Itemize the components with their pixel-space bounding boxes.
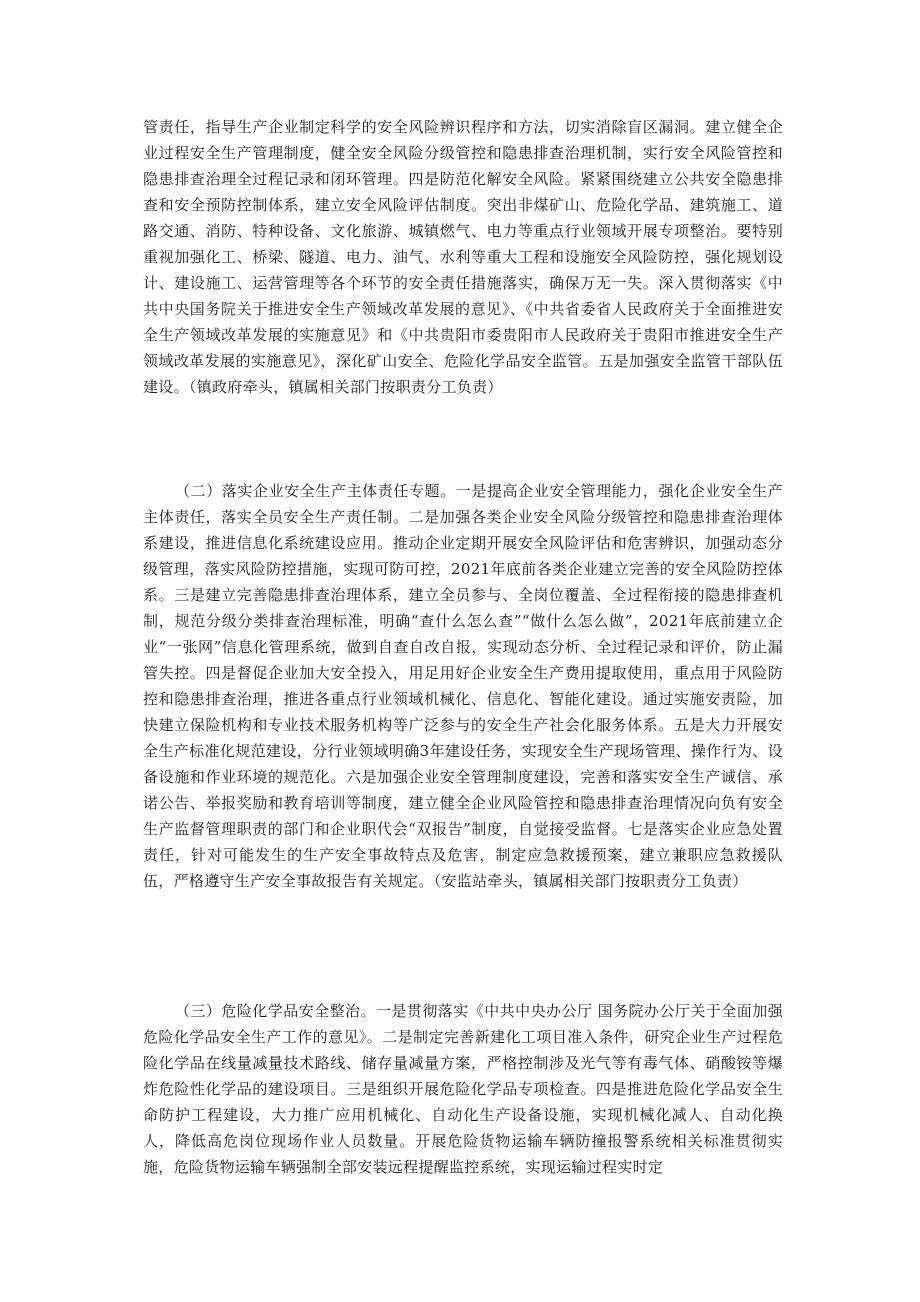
paragraph-continuation: 管责任，指导生产企业制定科学的安全风险辨识程序和方法，切实消除盲区漏洞。建立健全企业过程安全生产管理制度，健全安全风险分级管控和隐患排查治理机制，实行安全风险管控和隐患排查治理全过程记录和闭环管理。四是防范化解安全风险。紧紧围绕建立公共安全隐患排查和安全预防控制体系，建立安全风险评估制度。突出非煤矿山、危险化学品、建筑施工、道路交通、消防、特种设备、文化旅游、城镇燃气、电力等重点行业领域开展专项整治。要特别重视加强化工、桥梁、隧道、电力、油气、水利等重大工程和设施安全风险防控，强化规划设计、建设施工、运营管理等各个环节的安全责任措施落实，确保万无一失。深入贯彻落实《中共中央国务院关于推进安全生产领域改革发展的意见》、《中共省委省人民政府关于全面推进安全生产领域改革发展的实施意见》和《中共贵阳市委贵阳市人民政府关于贵阳市推进安全生产领域改革发展的实施意见》，深化矿山安全、危险化学品安全监管。五是加强安全监管干部队伍建设。（镇政府牵头，镇属相关部门按职责分工负责） [143, 118, 783, 396]
paragraph-section-3: （三）危险化学品安全整治。一是贯彻落实《中共中央办公厅 国务院办公厅关于全面加强危险化学品安全生产工作的意见》。二是制定完善新建化工项目准入条件，研究企业生产过程危险化学品在线量减量技术路线、储存量减量方案，严格控制涉及光气等有毒气体、硝酸铵等爆炸危险性化学品的建设项目。三是组织开展危险化学品专项检查。四是推进危险化学品安全生命防护工程建设，大力推广应用机械化、自动化生产设备设施，实现机械化减人、自动化换人，降低高危岗位现场作业人员数量。开展危险货物运输车辆防撞报警系统相关标准贯彻实施，危险货物运输车辆强制全部安装远程提醒监控系统，实现运输过程实时定 [143, 1002, 783, 1176]
paragraph-section-2: （二）落实企业安全生产主体责任专题。一是提高企业安全管理能力，强化企业安全生产主体责任，落实全员安全生产责任制。二是加强各类企业安全风险分级管控和隐患排查治理体系建设，推进信息化系统建设应用。推动企业定期开展安全风险评估和危害辨识，加强动态分级管理，落实风险防控措施，实现可防可控，2021年底前各类企业建立完善的安全风险防控体系。三是建立完善隐患排查治理体系，建立全员参与、全岗位覆盖、全过程衔接的隐患排查机制，规范分级分类排查治理标准，明确“查什么怎么查”“做什么怎么做”，2021年底前建立企业“一张网”信息化管理系统，做到自查自改自报，实现动态分析、全过程记录和评价，防止漏管失控。四是督促企业加大安全投入，用足用好企业安全生产费用提取使用，重点用于风险防控和隐患排查治理，推进各重点行业领域机械化、信息化、智能化建设。通过实施安责险，加快建立保险机构和专业技术服务机构等广泛参与的安全生产社会化服务体系。五是大力开展安全生产标准化规范建设，分行业领域明确3年建设任务，实现安全生产现场管理、操作行为、设备设施和作业环境的规范化。六是加强企业安全管理制度建设，完善和落实安全生产诚信、承诺公告、举报奖励和教育培训等制度，建立健全企业风险管控和隐患排查治理情况向负有安全生产监督管理职责的部门和企业职代会“双报告”制度，自觉接受监督。七是落实企业应急处置责任，针对可能发生的生产安全事故特点及危害，制定应急救援预案，建立兼职应急救援队伍，严格遵守生产安全事故报告有关规定。（安监站牵头，镇属相关部门按职责分工负责） [143, 482, 783, 890]
